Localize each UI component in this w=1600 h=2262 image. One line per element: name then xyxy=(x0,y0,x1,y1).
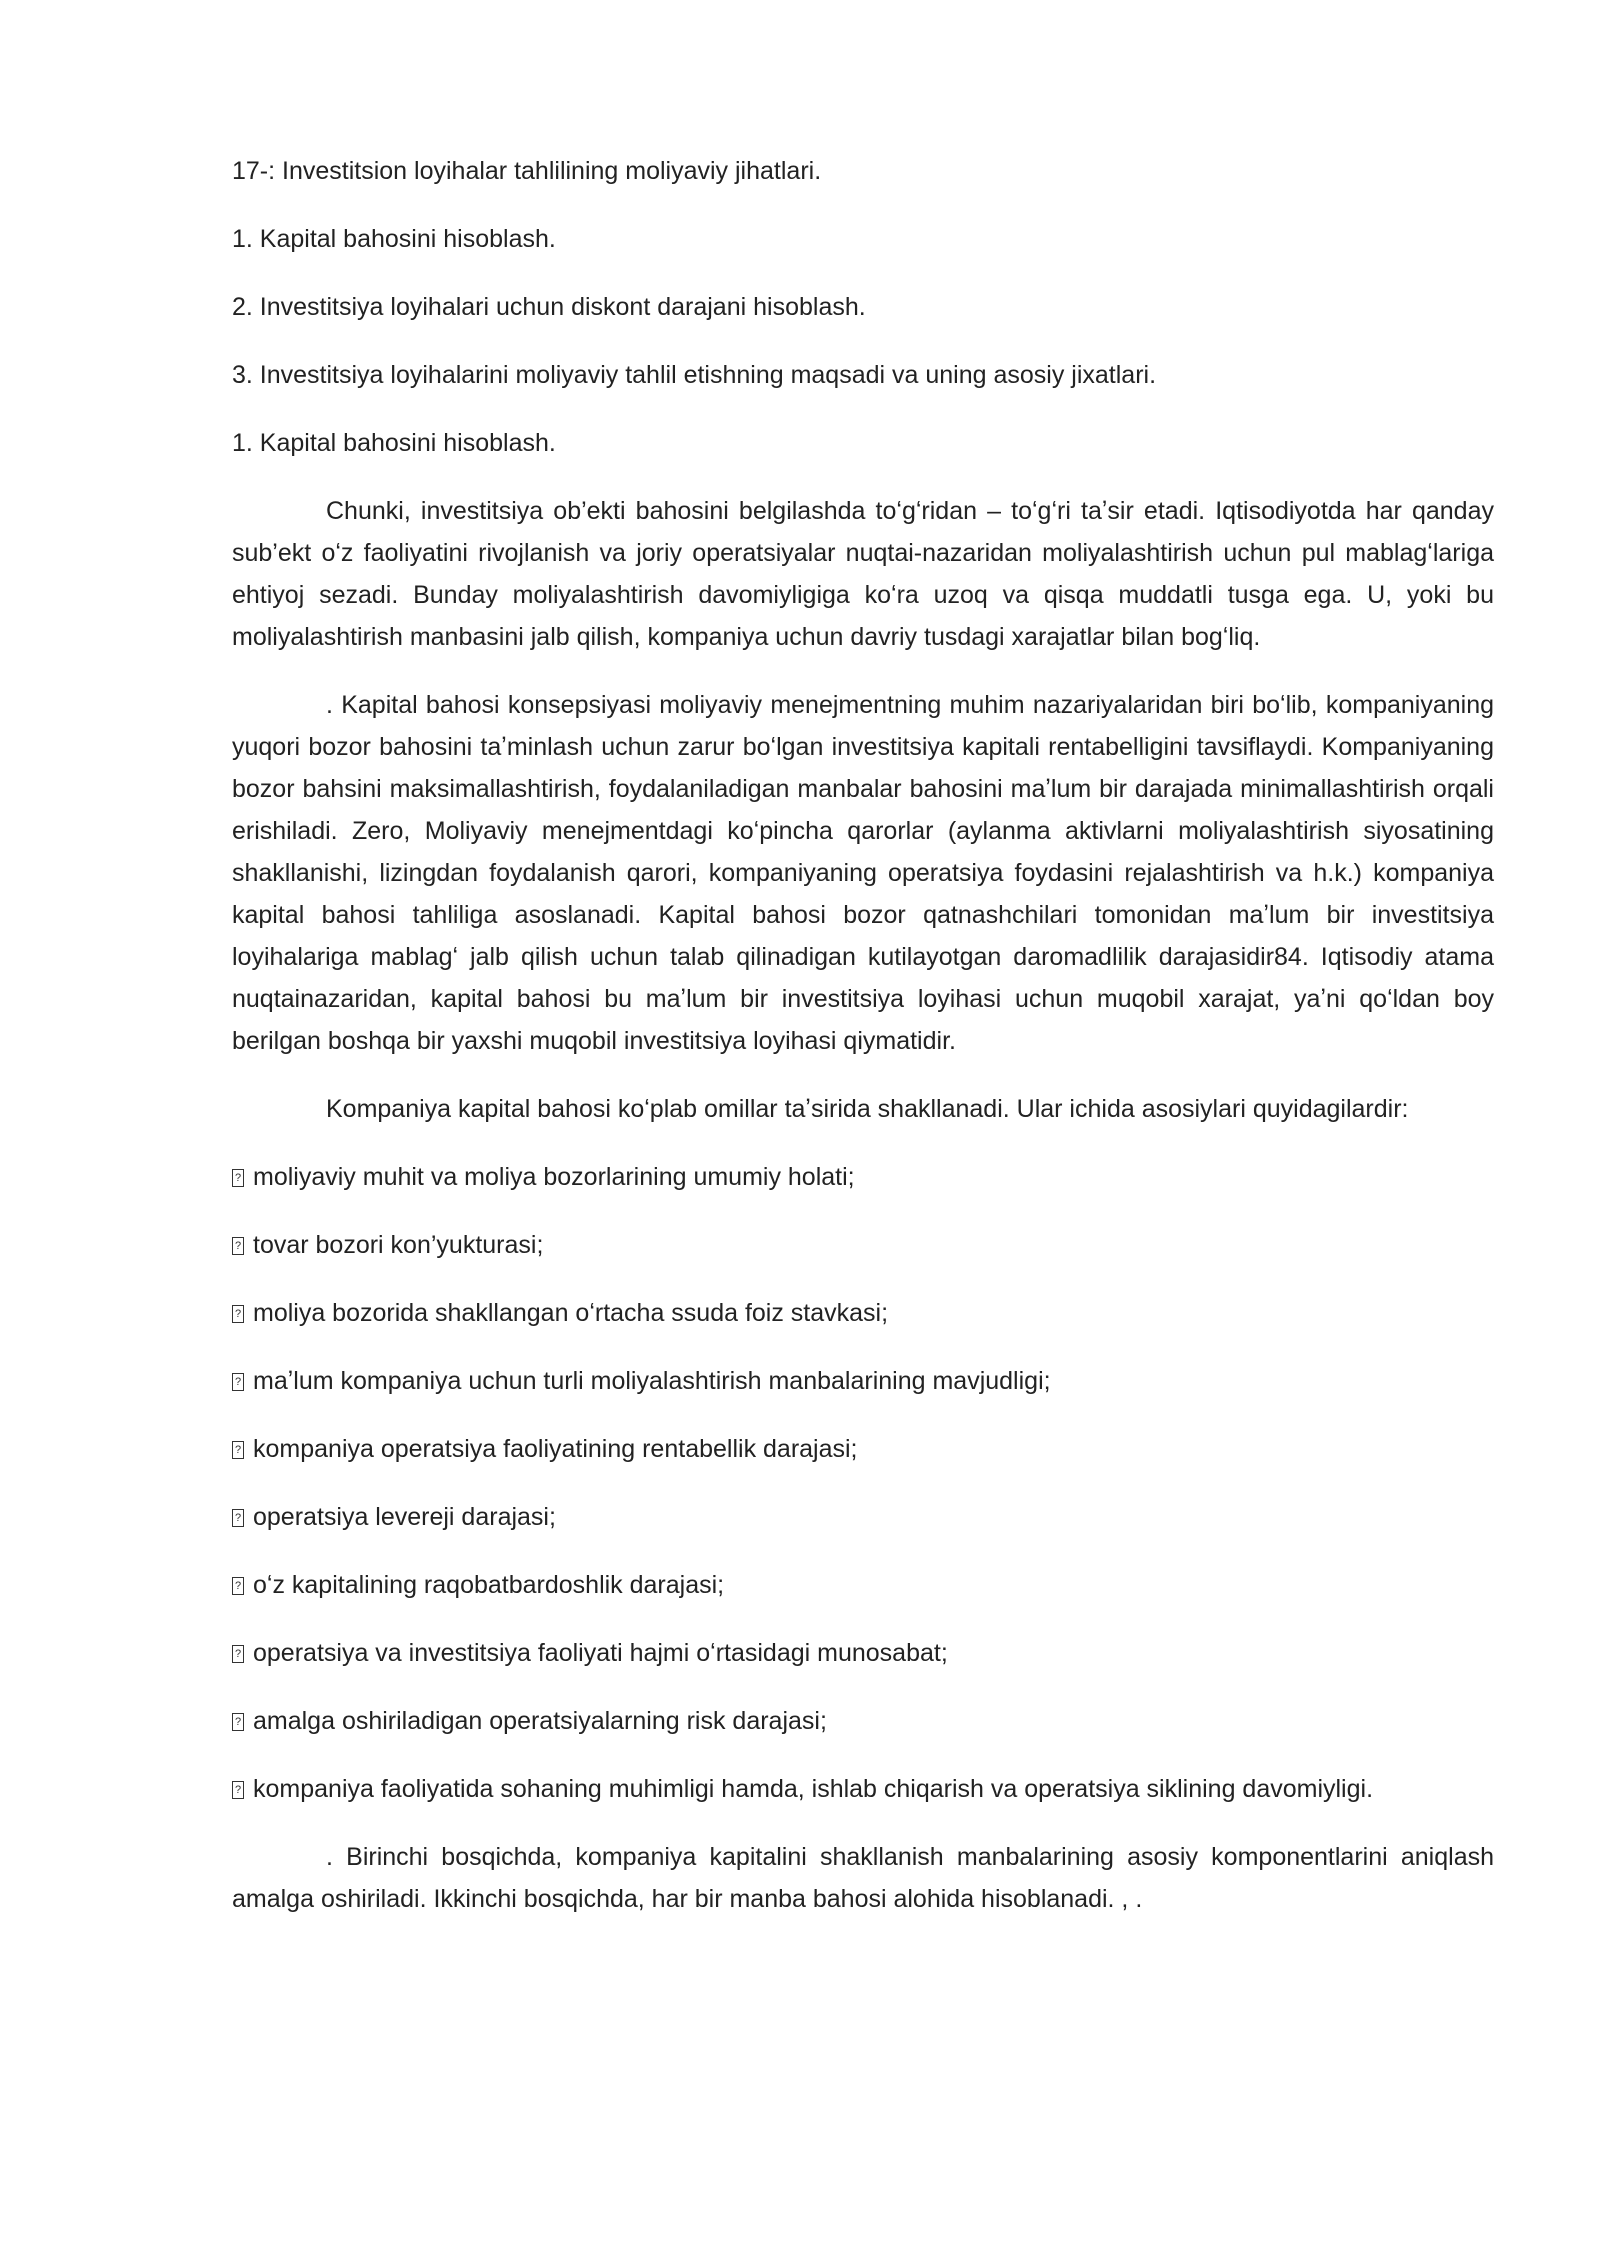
list-item-text: amalga oshiriladigan operatsiyalarning risk darajasi; xyxy=(253,1707,827,1735)
list-item-text: operatsiya levereji darajasi; xyxy=(253,1503,556,1531)
missing-glyph-bullet-icon xyxy=(232,1441,244,1459)
list-item xyxy=(232,1564,1494,1606)
missing-glyph-bullet-icon xyxy=(232,1305,244,1323)
list-item xyxy=(232,1292,1494,1334)
paragraph: Kompaniya kapital bahosi koʻplab omillar taʼsirida shakllanadi. Ular ichida asosiylari quyidagilardir: xyxy=(326,1095,1409,1123)
closing-paragraph: . Birinchi bosqichda, kompaniya kapitalini shakllanish manbalarining asosiy komponentlarini aniqlash amalga oshiriladi. Ikkinchi bosqichda, har bir manba bahosi alohida hisoblanadi. , . xyxy=(232,1843,1494,1913)
list-item xyxy=(232,1360,1494,1402)
list-item xyxy=(232,1632,1494,1674)
list-item xyxy=(232,1768,1494,1810)
list-item-text: oʻz kapitalining raqobatbardoshlik darajasi; xyxy=(253,1571,725,1599)
list-item xyxy=(232,1428,1494,1470)
list-item xyxy=(232,1496,1494,1538)
list-item xyxy=(232,1224,1494,1266)
list-item-text: kompaniya operatsiya faoliyatining rentabellik darajasi; xyxy=(253,1435,858,1463)
missing-glyph-bullet-icon xyxy=(232,1509,244,1527)
document-page xyxy=(232,150,1494,1946)
list-item xyxy=(232,1700,1494,1742)
list-item xyxy=(232,1156,1494,1198)
paragraph: . Kapital bahosi konsepsiyasi moliyaviy menejmentning muhim nazariyalaridan biri boʻlib, kompaniyaning yuqori bozor bahosini taʼminlash uchun zarur boʻlgan investitsiya kapitali rentabelligini tavsiflaydi. Kompaniyaning bozor bahsini maksimallashtirish, foydalaniladigan manbalar bahosini maʼlum bir darajada minimallashtirish orqali erishiladi. Zero, Moliyaviy menejmentdagi koʻpincha qarorlar (aylanma aktivlarni moliyalashtirish siyosatining shakllanishi, lizingdan foydalanish qarori, kompaniyaning operatsiya foydasini rejalashtirish va h.k.) kompaniya kapital bahosi tahliliga asoslanadi. Kapital bahosi bozor qatnashchilari tomonidan maʼlum bir investitsiya loyihalariga mablagʻ jalb qilish uchun talab qilinadigan kutilayotgan daromadlilik darajasidir84. Iqtisodiy atama nuqtainazaridan, kapital bahosi bu maʼlum bir investitsiya loyihasi uchun muqobil xarajat, yaʼni qoʻldan boy berilgan boshqa bir yaxshi muqobil investitsiya loyihasi qiymatidir. xyxy=(232,691,1494,1055)
missing-glyph-bullet-icon xyxy=(232,1373,244,1391)
list-item-text: moliyaviy muhit va moliya bozorlarining umumiy holati; xyxy=(253,1163,855,1191)
missing-glyph-bullet-icon xyxy=(232,1781,244,1799)
missing-glyph-bullet-icon xyxy=(232,1237,244,1255)
missing-glyph-bullet-icon xyxy=(232,1577,244,1595)
missing-glyph-bullet-icon xyxy=(232,1169,244,1187)
toc-item: 2. Investitsiya loyihalari uchun diskont darajani hisoblash. xyxy=(232,293,866,321)
toc-item: 3. Investitsiya loyihalarini moliyaviy tahlil etishning maqsadi va uning asosiy jixatlari. xyxy=(232,361,1157,389)
list-item-text: tovar bozori kon’yukturasi; xyxy=(253,1231,544,1259)
list-item-text: kompaniya faoliyatida sohaning muhimligi hamda, ishlab chiqarish va operatsiya siklining davomiyligi. xyxy=(253,1775,1374,1803)
section-heading: 1. Kapital bahosini hisoblash. xyxy=(232,429,556,457)
toc-item: 1. Kapital bahosini hisoblash. xyxy=(232,225,556,253)
document-title: 17-: Investitsion loyihalar tahlilining moliyaviy jihatlari. xyxy=(232,157,822,185)
list-item-text: maʼlum kompaniya uchun turli moliyalashtirish manbalarining mavjudligi; xyxy=(253,1367,1051,1395)
missing-glyph-bullet-icon xyxy=(232,1645,244,1663)
list-item-text: operatsiya va investitsiya faoliyati hajmi oʻrtasidagi munosabat; xyxy=(253,1639,948,1667)
missing-glyph-bullet-icon xyxy=(232,1713,244,1731)
list-item-text: moliya bozorida shakllangan oʻrtacha ssuda foiz stavkasi; xyxy=(253,1299,889,1327)
paragraph: Chunki, investitsiya ob’ekti bahosini belgilashda toʻgʻridan – toʻgʻri taʼsir etadi. Iqtisodiyotda har qanday sub’ekt oʻz faoliyatini rivojlanish va joriy operatsiyalar nuqtai-nazaridan moliyalashtirish uchun pul mablagʻlariga ehtiyoj sezadi. Bunday moliyalashtirish davomiyligiga koʻra uzoq va qisqa muddatli tusga ega. U, yoki bu moliyalashtirish manbasini jalb qilish, kompaniya uchun davriy tusdagi xarajatlar bilan bogʻliq. xyxy=(232,497,1494,651)
